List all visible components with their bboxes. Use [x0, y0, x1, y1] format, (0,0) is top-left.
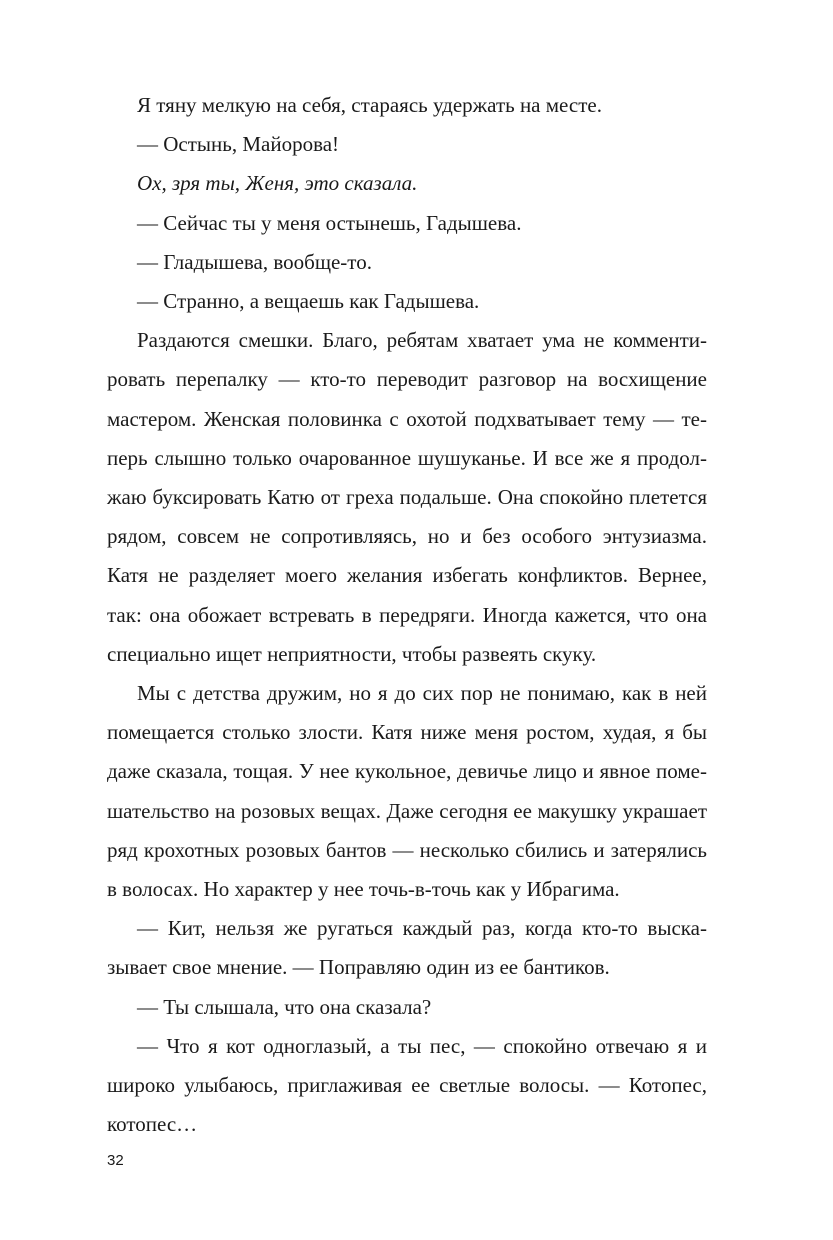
dialogue-line: — Кит, нельзя же ругаться каждый раз, когда кто-то высказывает свое мнение. — Поправляю один из ее бантиков.: [107, 916, 707, 980]
book-page-text: [107, 86, 707, 1144]
italic-thought: Ох, зря ты, Женя, это сказала.: [137, 171, 418, 196]
dialogue-line: — Что я кот одноглазый, а ты пес, — спокойно отвечаю я и широко улыбаюсь, приглаживая ее светлые волосы. — Котопес, котопес…: [107, 1033, 707, 1137]
paragraph: Я тяну мелкую на себя, стараясь удержать на месте.: [137, 93, 602, 117]
dialogue-line: — Ты слышала, что она сказала?: [137, 994, 432, 1019]
dialogue-line: — Сейчас ты у меня остынешь, Гадышева.: [137, 210, 522, 235]
page-number: 32: [107, 1152, 124, 1169]
dialogue-line: — Остынь, Майорова!: [137, 132, 340, 157]
paragraph: Раздаются смешки. Благо, ребятам хватает ума не комментировать перепалку — кто-то переводит разговор на восхищение мастером. Женская половинка с охотой подхватывает тему — теперь слышно только очарованное шушуканье. И все же я продолжаю буксировать Катю от греха подальше. Она спокойно плетется рядом, совсем не сопротивляясь, но и без особого энтузиазма. Катя не разделяет моего желания избегать конфликтов. Вернее, так: она обожает встревать в передряги. Иногда кажется, что она специально ищет неприятности, чтобы развеять скуку.: [107, 328, 707, 666]
dialogue-line: — Странно, а вещаешь как Гадышева.: [137, 289, 480, 314]
dialogue-line: — Гладышева, вообще-то.: [137, 249, 372, 274]
paragraph: Мы с детства дружим, но я до сих пор не понимаю, как в ней помещается столько злости. Катя ниже меня ростом, худая, я бы даже сказала, тощая. У нее кукольное, девичье лицо и явное помешательство на розовых вещах. Даже сегодня ее макушку украшает ряд крохотных розовых бантов — несколько сбились и затерялись в волосах. Но характер у нее точь-в-точь как у Ибрагима.: [107, 681, 707, 902]
